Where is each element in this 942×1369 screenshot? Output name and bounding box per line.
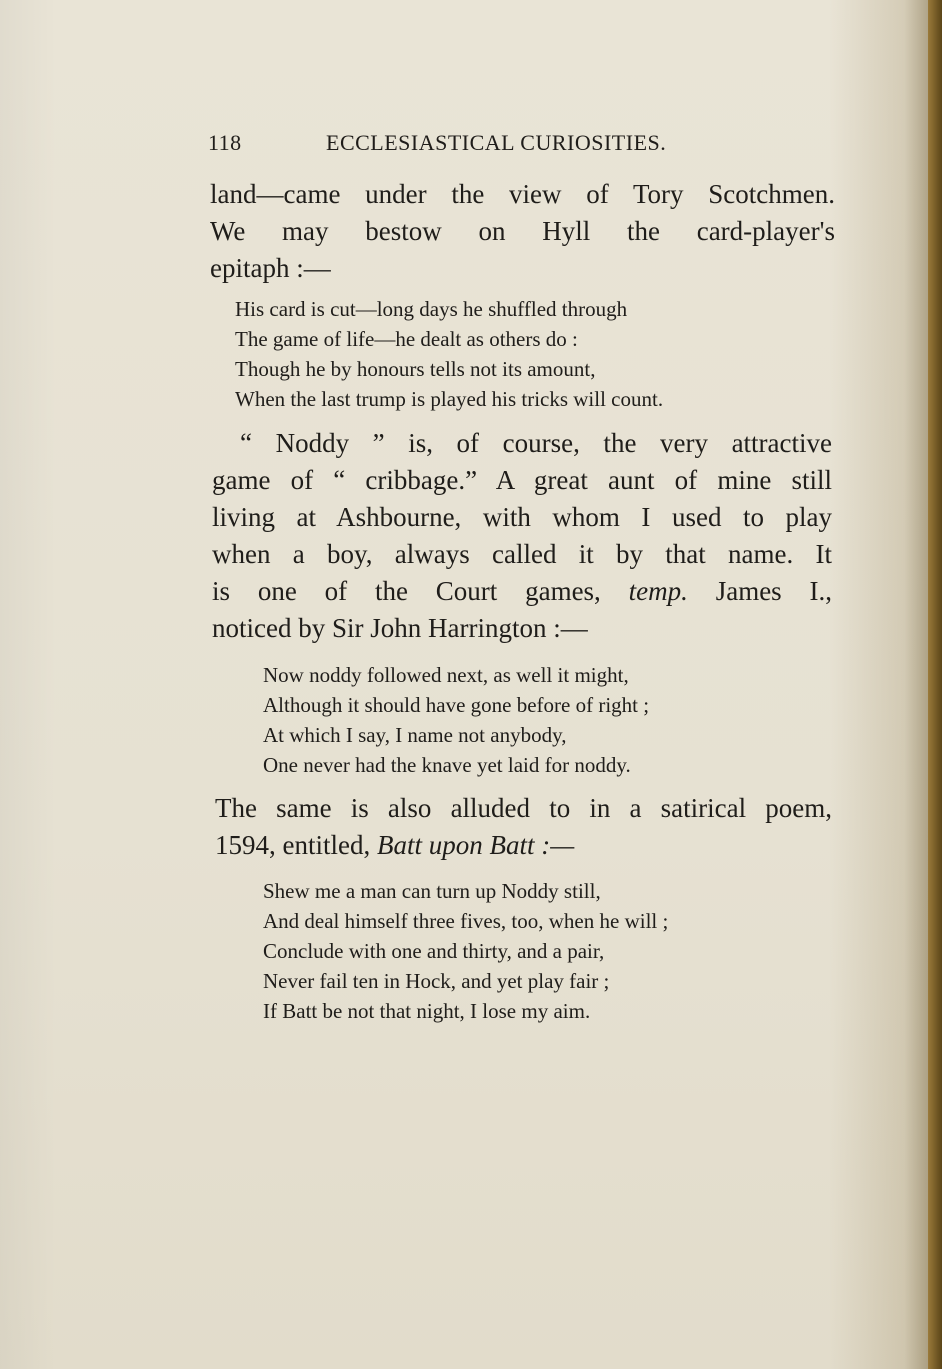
paragraph-line: “ Noddy ” is, of course, the very attractive xyxy=(240,428,832,458)
paragraph-1 xyxy=(210,176,835,287)
verse-epitaph xyxy=(235,294,835,414)
paragraph-line: The same is also alluded to in a satirical poem, xyxy=(215,793,832,823)
paragraph-line: game of “ cribbage.” A great aunt of mine still xyxy=(212,465,832,495)
paragraph-line: noticed by Sir John Harrington :— xyxy=(212,613,588,643)
verse-line: One never had the knave yet laid for noddy. xyxy=(263,753,631,777)
line-segment: is one of the Court games, xyxy=(212,576,601,606)
paragraph-line: living at Ashbourne, with whom I used to play xyxy=(212,502,832,532)
verse-line: At which I say, I name not anybody, xyxy=(263,723,567,747)
verse-line: Never fail ten in Hock, and yet play fair ; xyxy=(263,969,610,993)
verse-line: His card is cut—long days he shuffled through xyxy=(235,297,628,321)
running-header xyxy=(208,130,728,162)
verse-line: Although it should have gone before of right ; xyxy=(263,693,650,717)
verse-batt xyxy=(263,876,863,1026)
paragraph-2 xyxy=(212,425,832,647)
italic-abbreviation: temp. xyxy=(628,576,688,606)
verse-noddy xyxy=(263,660,863,780)
verse-line: The game of life—he dealt as others do : xyxy=(235,327,578,351)
paragraph-line: epitaph :— xyxy=(210,253,331,283)
page-number: 118 xyxy=(208,130,242,155)
paragraph-3 xyxy=(215,790,832,864)
page-gutter-shadow xyxy=(928,0,942,1369)
verse-line: When the last trump is played his tricks will count. xyxy=(235,387,664,411)
verse-line: And deal himself three fives, too, when he will ; xyxy=(263,909,669,933)
paragraph-line xyxy=(215,827,832,864)
line-segment: James I., xyxy=(715,576,833,606)
verse-line: Conclude with one and thirty, and a pair, xyxy=(263,939,605,963)
verse-line: If Batt be not that night, I lose my aim. xyxy=(263,999,591,1023)
italic-title: Batt upon Batt :— xyxy=(376,830,575,860)
paragraph-line: land—came under the view of Tory Scotchmen. xyxy=(210,179,835,209)
verse-line: Shew me a man can turn up Noddy still, xyxy=(263,879,601,903)
verse-line: Though he by honours tells not its amount, xyxy=(235,357,596,381)
paragraph-line: We may bestow on Hyll the card-player's xyxy=(210,216,835,246)
paragraph-line xyxy=(212,573,832,610)
paragraph-line: when a boy, always called it by that name. It xyxy=(212,539,832,569)
verse-line: Now noddy followed next, as well it might, xyxy=(263,663,629,687)
running-title: ECCLESIASTICAL CURIOSITIES. xyxy=(326,130,667,155)
line-segment: 1594, entitled, xyxy=(215,830,371,860)
